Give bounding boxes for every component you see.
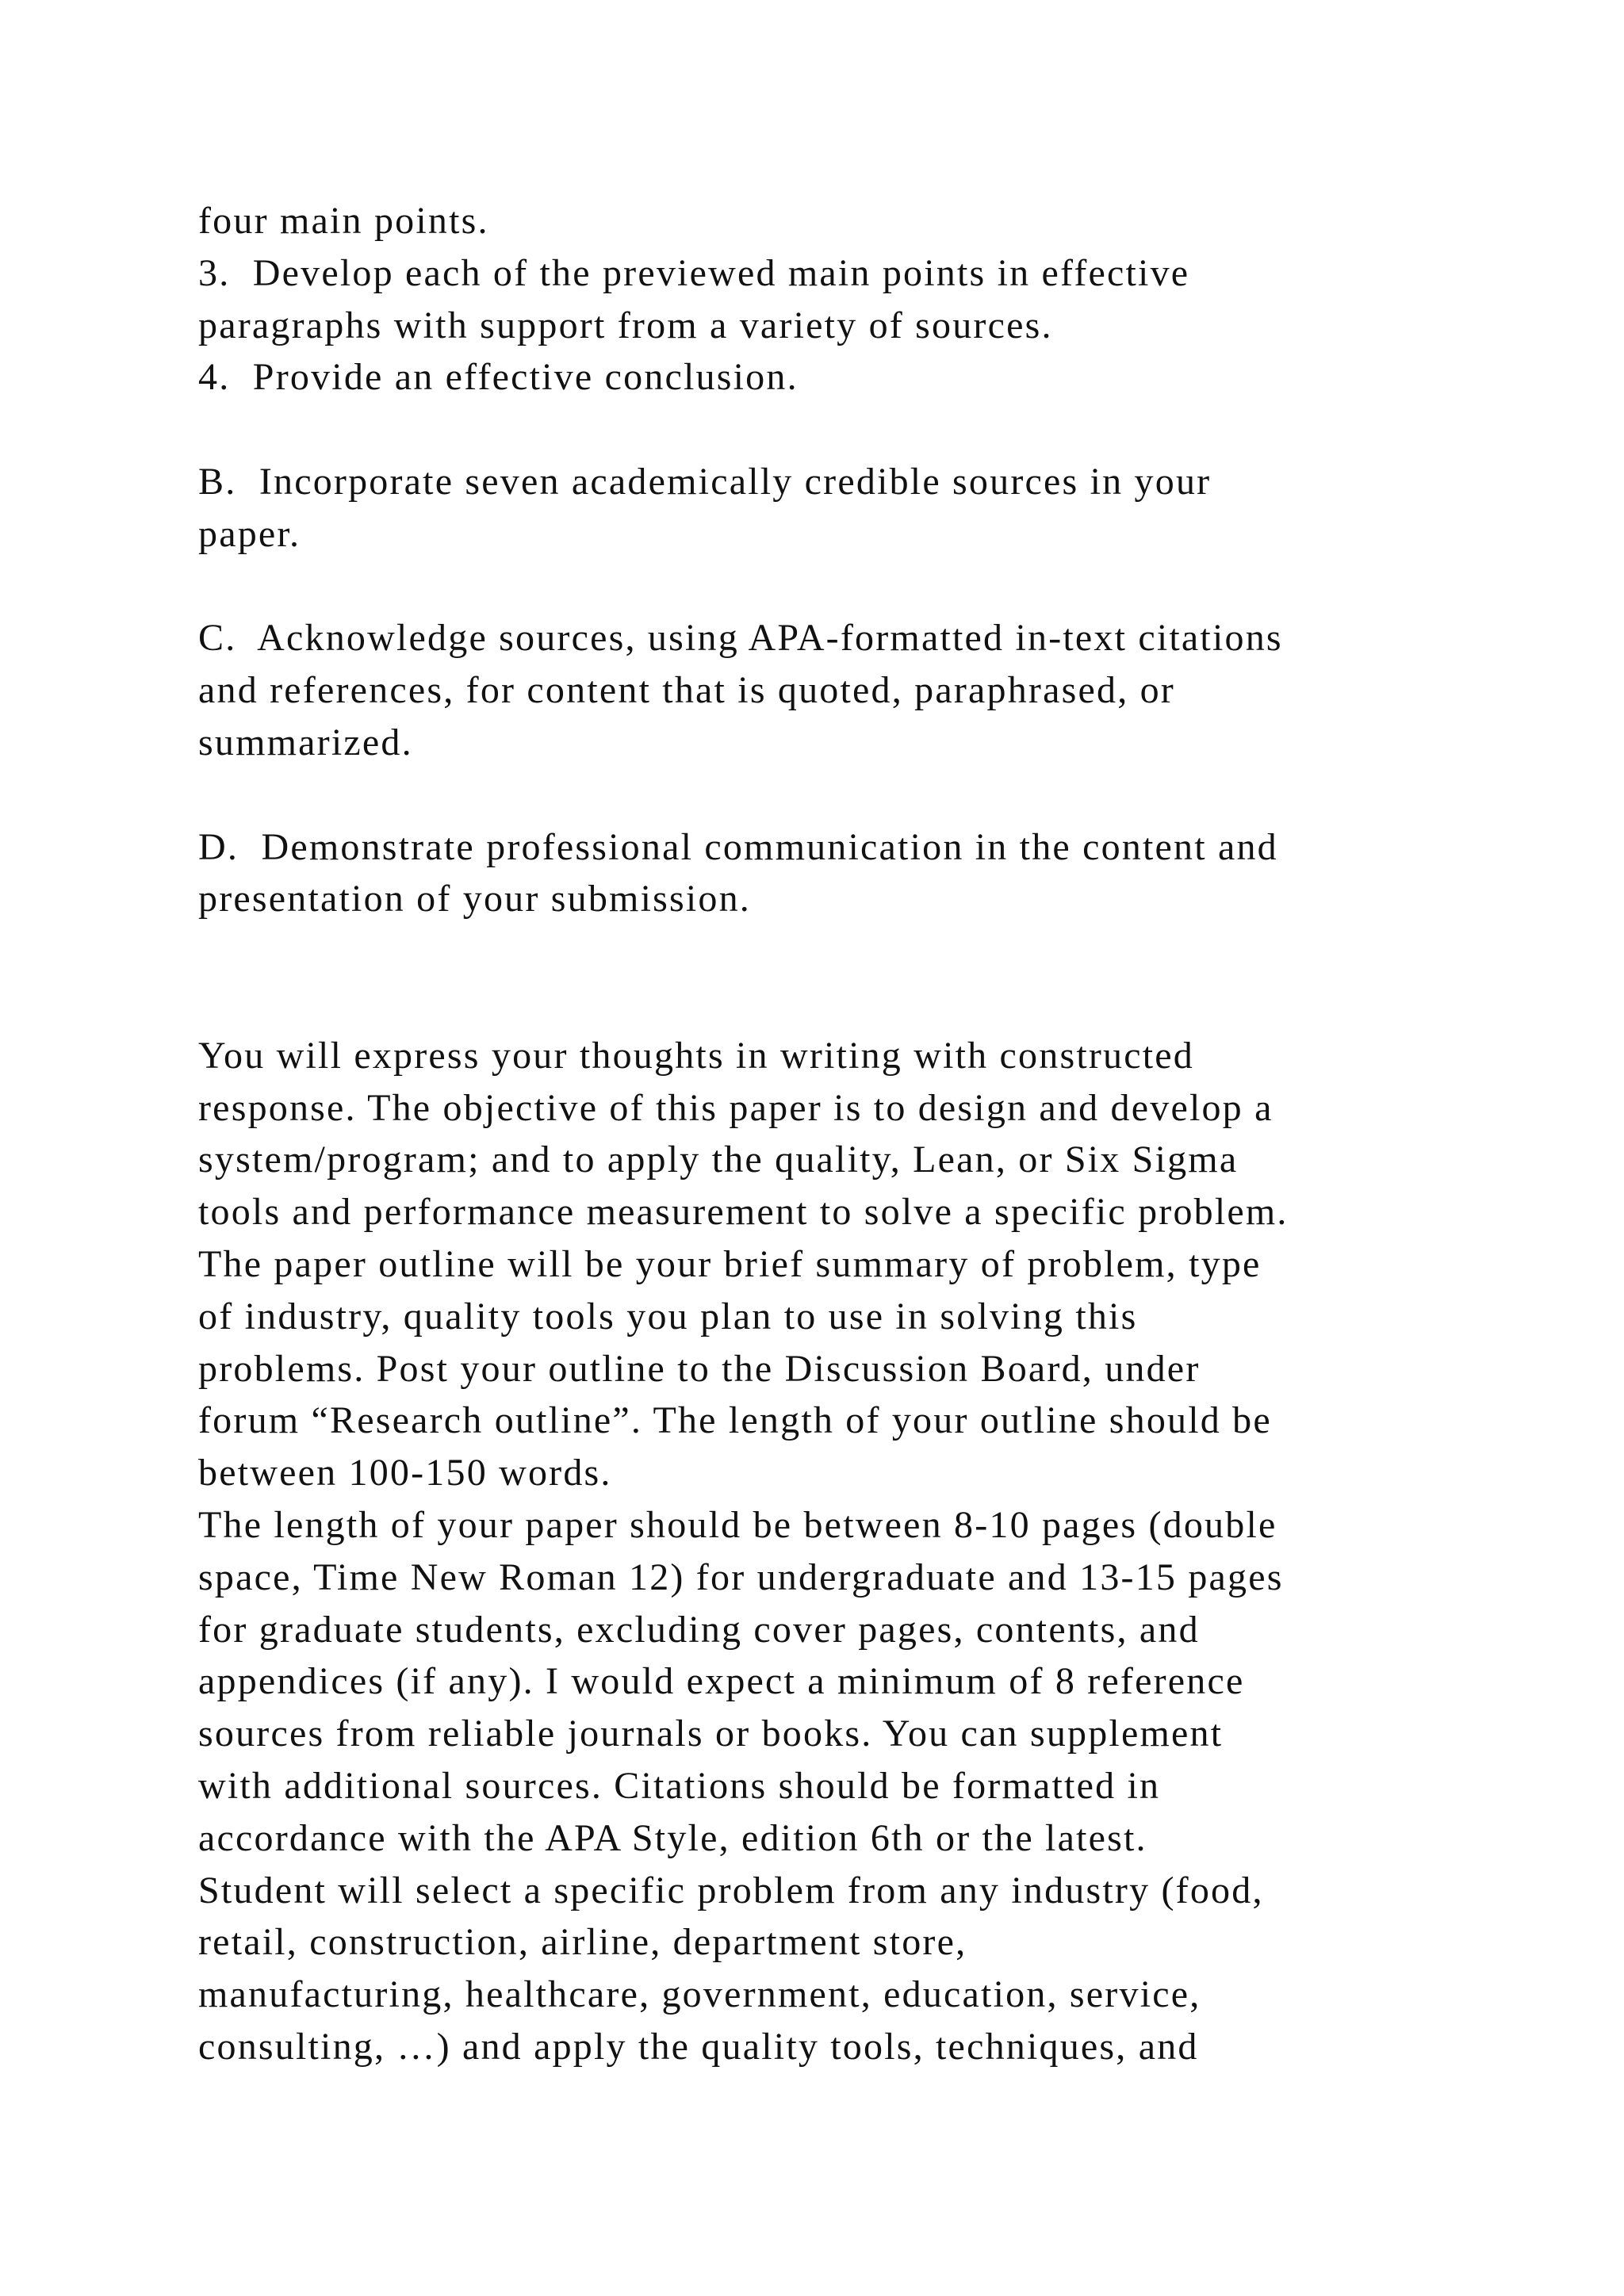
text-line: response. The objective of this paper is to design and develop a <box>198 1086 1274 1129</box>
item-d <box>198 821 1499 926</box>
text-line: sources from reliable journals or books. You can supplement <box>198 1712 1224 1755</box>
text-line: accordance with the APA Style, edition 6th or the latest. <box>198 1816 1147 1859</box>
item-c <box>198 612 1499 768</box>
text-line: tools and performance measurement to solve a specific problem. <box>198 1191 1289 1234</box>
blank-line <box>198 978 1499 1030</box>
text-line: system/program; and to apply the quality, Lean, or Six Sigma <box>198 1138 1239 1181</box>
blank-line <box>198 561 1499 613</box>
text-line: 4. Provide an effective conclusion. <box>198 356 799 399</box>
text-line: of industry, quality tools you plan to use in solving this <box>198 1295 1138 1337</box>
text-line: retail, construction, airline, department store, <box>198 1921 967 1964</box>
text-line: C. Acknowledge sources, using APA-formatted in-text citations <box>198 617 1283 660</box>
text-line: The length of your paper should be between 8-10 pages (double <box>198 1503 1277 1546</box>
text-line: appendices (if any). I would expect a minimum of 8 reference <box>198 1660 1245 1703</box>
text-line: The paper outline will be your brief summary of problem, type <box>198 1242 1262 1285</box>
text-line: B. Incorporate seven academically credible sources in your <box>198 460 1212 503</box>
blank-line <box>198 925 1499 978</box>
text-line: manufacturing, healthcare, government, education, service, <box>198 1973 1201 2016</box>
text-line: D. Demonstrate professional communication in the content and <box>198 825 1278 868</box>
text-line: presentation of your submission. <box>198 878 752 920</box>
text-line: paper. <box>198 512 301 555</box>
text-line: problems. Post your outline to the Discussion Board, under <box>198 1347 1201 1390</box>
text-line: space, Time New Roman 12) for undergraduate and 13-15 pages <box>198 1556 1284 1598</box>
text-line: between 100-150 words. <box>198 1452 612 1494</box>
text-line: with additional sources. Citations should be formatted in <box>198 1764 1161 1807</box>
blank-line <box>198 404 1499 456</box>
text-line: Student will select a specific problem from any industry (food, <box>198 1869 1264 1911</box>
text-line: consulting, …) and apply the quality tools, techniques, and <box>198 2025 1199 2068</box>
text-line: paragraphs with support from a variety of sources. <box>198 304 1053 346</box>
text-line: and references, for content that is quoted, paraphrased, or <box>198 669 1175 712</box>
text-line: summarized. <box>198 721 413 763</box>
text-line: four main points. <box>198 200 489 242</box>
intro-section <box>198 195 1499 404</box>
item-b <box>198 456 1499 561</box>
text-line: forum “Research outline”. The length of your outline should be <box>198 1399 1272 1442</box>
text-line: You will express your thoughts in writing with constructed <box>198 1034 1194 1077</box>
document-text <box>198 195 1499 2073</box>
body-paragraph <box>198 1030 1499 2073</box>
text-line: for graduate students, excluding cover pages, contents, and <box>198 1608 1200 1651</box>
text-line: 3. Develop each of the previewed main points in effective <box>198 251 1190 294</box>
blank-line <box>198 769 1499 821</box>
